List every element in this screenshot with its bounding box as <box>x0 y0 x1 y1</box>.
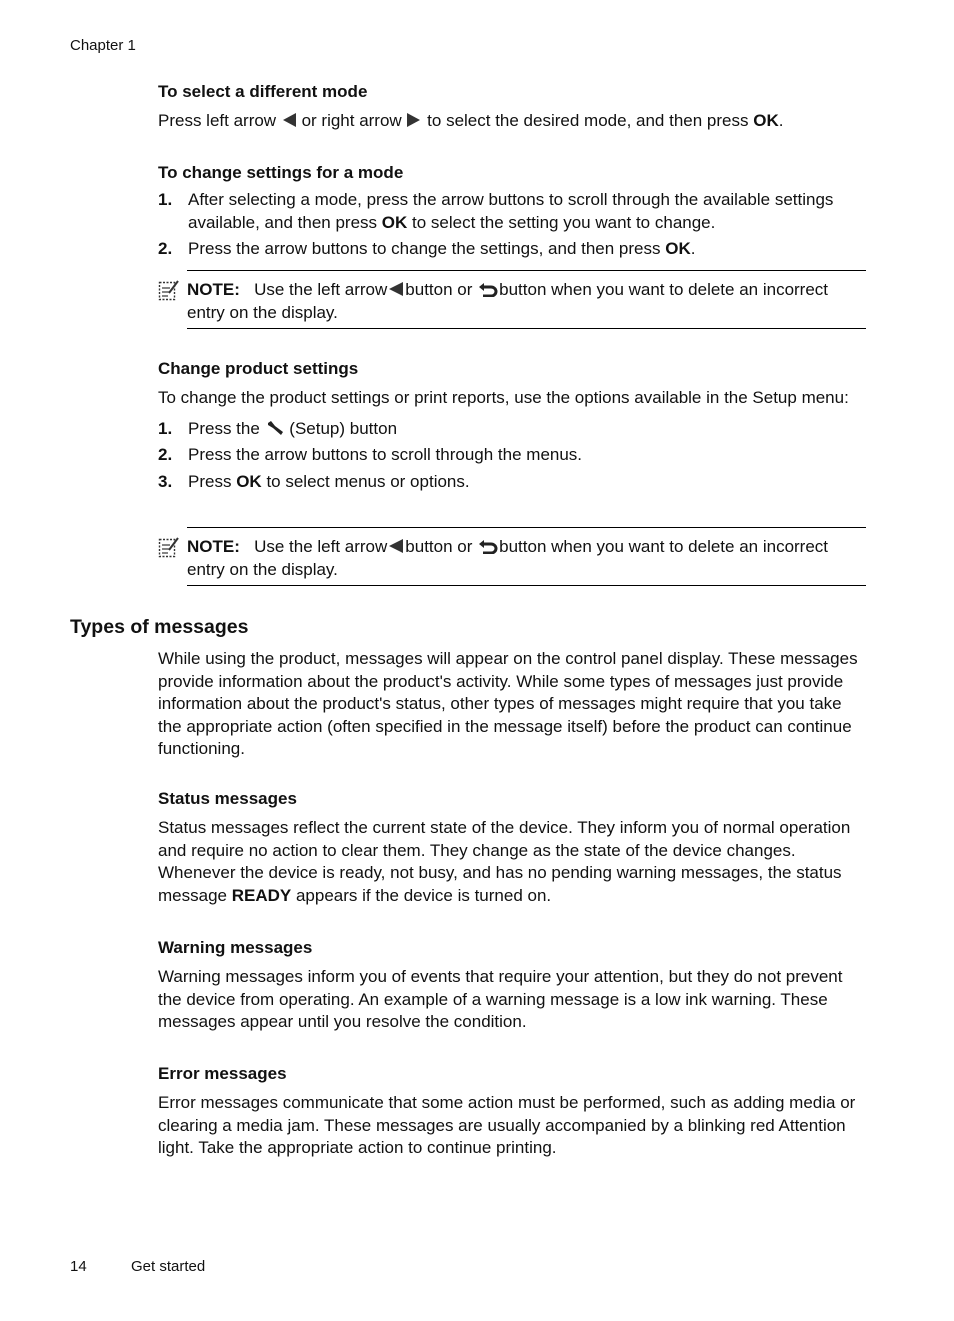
note-text: NOTE: Use the left arrow button or button when you want to delete an incorrect entry on the display. <box>187 280 829 322</box>
warning-text: Warning messages inform you of events that require your attention, but they do not prevent the device from operating. An example of a warning message is a low ink warning. These messages appear until you resolve the condition. <box>158 967 843 1031</box>
back-arrow-icon <box>477 538 499 554</box>
left-arrow-icon <box>387 538 405 554</box>
change-settings-heading: To change settings for a mode <box>158 163 404 182</box>
warning-section <box>158 938 868 1034</box>
list-item: 2. Press the arrow buttons to scroll through the menus. <box>158 445 583 464</box>
select-mode-heading: To select a different mode <box>158 82 368 101</box>
error-section <box>158 1064 868 1160</box>
note-rule-bottom <box>187 585 866 586</box>
note-box <box>158 270 866 332</box>
note-icon <box>158 536 180 558</box>
status-heading: Status messages <box>158 789 297 808</box>
wrench-icon <box>265 420 285 436</box>
status-section <box>158 789 868 907</box>
note-rule-bottom <box>187 328 866 329</box>
types-heading: Types of messages <box>70 616 249 638</box>
note-text: NOTE: Use the left arrow button or button when you want to delete an incorrect entry on the display. <box>187 537 829 579</box>
running-header: Chapter 1 <box>70 37 136 54</box>
note-rule-top <box>187 527 866 528</box>
select-mode-text: Press left arrow or right arrow to select the desired mode, and then press OK. <box>158 111 784 130</box>
left-arrow-icon <box>387 281 405 297</box>
note-icon <box>158 279 180 301</box>
back-arrow-icon <box>477 281 499 297</box>
warning-heading: Warning messages <box>158 938 313 957</box>
product-settings-section <box>158 359 868 493</box>
right-arrow-icon <box>406 112 422 128</box>
list-item: 1. Press the (Setup) button <box>158 418 398 438</box>
list-item: 2. Press the arrow buttons to change the settings, and then press OK. <box>158 239 696 258</box>
note-rule-top <box>187 270 866 271</box>
status-text: Status messages reflect the current state of the device. They inform you of normal operation and require no action to clear them. They change as the state of the device changes. Whenever the device is ready, not busy, and has no pending warning messages, the status message READY appears if the device is turned on. <box>158 818 851 905</box>
left-arrow-icon <box>281 112 297 128</box>
list-item: 3. Press OK to select menus or options. <box>158 471 470 491</box>
types-intro: While using the product, messages will appear on the control panel display. These messages provide information about the product's activity. While some types of messages just provide information about the product's status, other types of messages might require that you take the appropriate action (often specified in the message itself) before the product can continue functioning. <box>158 649 858 758</box>
error-text: Error messages communicate that some action must be performed, such as adding media or clearing a media jam. These messages are usually accompanied by a blinking red Attention light. Take the appropriate action to continue printing. <box>158 1093 856 1157</box>
list-item: 1. After selecting a mode, press the arrow buttons to scroll through the available settings available, and then press OK to select the setting you want to change. <box>158 190 834 232</box>
page-number: 14 <box>70 1258 87 1275</box>
product-settings-intro: To change the product settings or print reports, use the options available in the Setup menu: <box>158 388 849 407</box>
footer-section-title: Get started <box>131 1258 206 1275</box>
select-mode-section <box>158 82 868 133</box>
error-heading: Error messages <box>158 1064 287 1083</box>
product-settings-heading: Change product settings <box>158 359 359 378</box>
note-box <box>158 527 866 589</box>
change-settings-section <box>158 163 868 261</box>
types-section <box>158 648 868 761</box>
